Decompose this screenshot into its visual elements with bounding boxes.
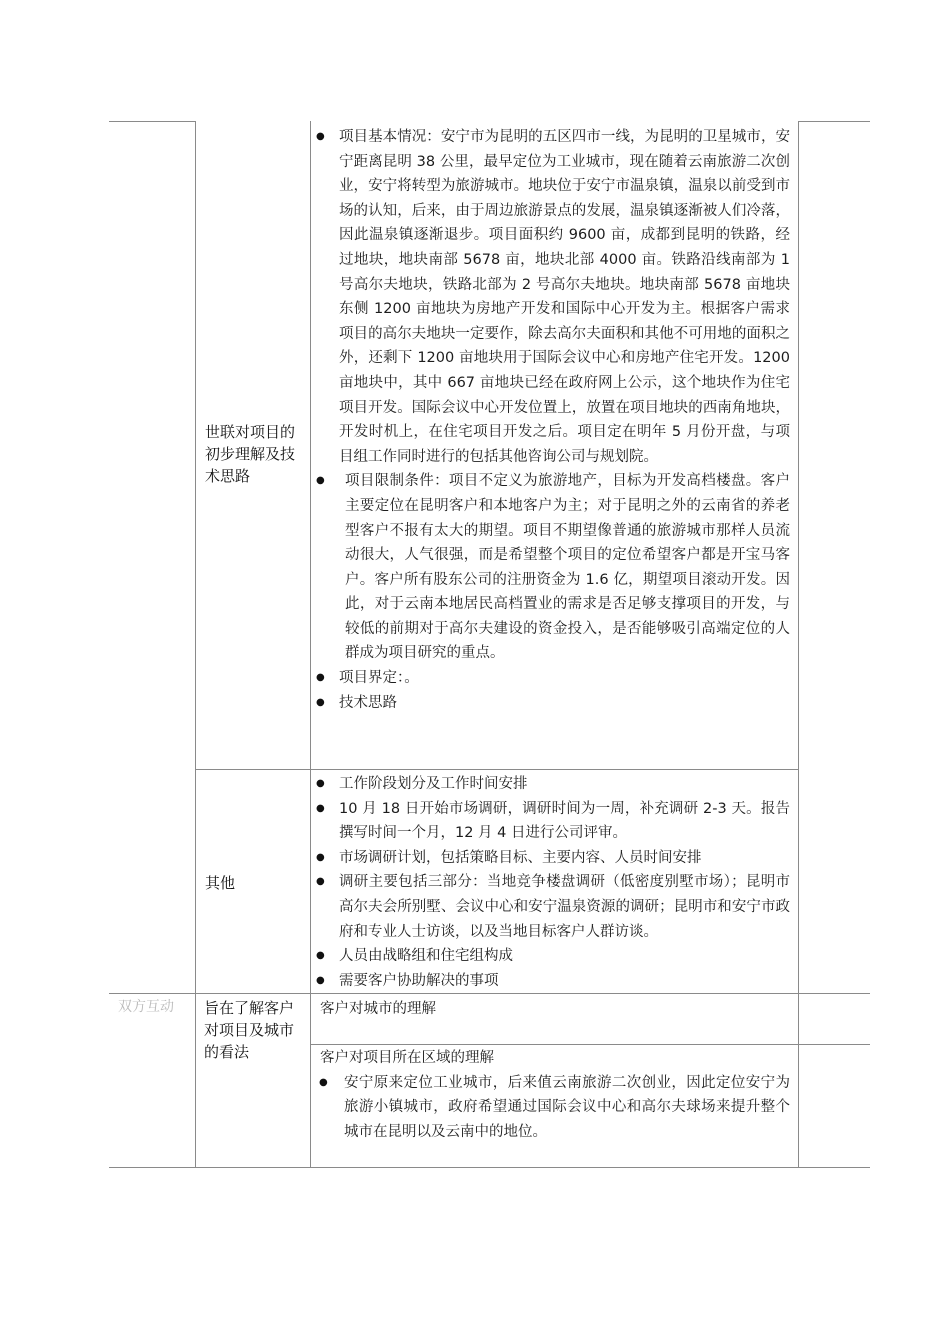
understanding-bullet-list <box>316 125 790 715</box>
list-item: ● 市场调研计划，包括策略目标、主要内容、人员时间安排 <box>316 846 790 871</box>
row-label-interaction: 旨在了解客户对项目及城市的看法 <box>204 999 295 1061</box>
list-item: ● 人员由战略组和住宅组构成 <box>316 944 790 969</box>
list-item: ● 项目界定：。 <box>316 666 790 691</box>
table-top-border-left <box>109 121 195 122</box>
list-item: ● 项目限制条件：项目不定义为旅游地产，目标为开发高档楼盘。客户主要定位在昆明客户和本地客户为主；对于昆明之外的云南省的养老型客户不报有太大的期望。项目不期望像普通的旅游城市那样人员流动很大，人气很强，而是希望整个项目的定位希望客户都是开宝马客户。客户所有股东公司的注册资金为 1.6 亿，期望项目滚动开发。因此，对于云南本地居民高档置业的需求是否足够支撑项目的开发，与较低的前期对于高尔夫建设的资金投入，是否能够吸引高端定位的人群成为项目研究的重点。 <box>316 469 790 666</box>
city-understanding-title: 客户对城市的理解 <box>320 1001 436 1017</box>
list-item: ● 需要客户协助解决的事项 <box>316 969 790 994</box>
list-item: ● 安宁原来定位工业城市，后来值云南旅游二次创业，因此定位安宁为旅游小镇城市，政府希望通过国际会议中心和高尔夫球场来提升整个城市在昆明以及云南中的地位。 <box>319 1071 790 1145</box>
other-bullet-list <box>316 772 790 993</box>
list-item: ● 工作阶段划分及工作时间安排 <box>316 772 790 797</box>
row-label-other: 其他 <box>205 874 236 892</box>
area-understanding-content <box>320 1046 790 1144</box>
row-divider-other <box>195 769 798 770</box>
area-bullet-list <box>319 1071 790 1145</box>
row-label-understanding: 世联对项目的初步理解及技术思路 <box>205 423 296 485</box>
list-item: ● 技术思路 <box>316 691 790 716</box>
other-content <box>316 772 790 993</box>
row-divider-city <box>310 1044 870 1045</box>
list-item: ● 调研主要包括三部分：当地竞争楼盘调研（低密度别墅市场）；昆明市高尔夫会所别墅、会议中心和安宁温泉资源的调研；昆明市和安宁市政府和专业人士访谈，以及当地目标客户人群访谈。 <box>316 870 790 944</box>
list-item: ● 10 月 18 日开始市场调研，调研时间为一周，补充调研 2-3 天。报告撰写时间一个月，12 月 4 日进行公司评审。 <box>316 797 790 846</box>
table-bottom-border <box>109 1167 870 1168</box>
understanding-content <box>316 125 790 715</box>
area-understanding-title: 客户对项目所在区域的理解 <box>320 1050 494 1066</box>
section-label-interaction: 双方互动 <box>118 999 174 1015</box>
table-top-border-right <box>798 121 870 122</box>
column-divider-2 <box>310 121 311 1168</box>
list-item: ● 项目基本情况：安宁市为昆明的五区四市一线，为昆明的卫星城市，安宁距离昆明 38 公里，最早定位为工业城市，现在随着云南旅游二次创业，安宁将转型为旅游城市。地块位于安宁市温泉镇，温泉以前受到市场的认知，后来，由于周边旅游景点的发展，温泉镇逐渐被人们冷落，因此温泉镇逐渐退步。项目面积约 9600 亩，成都到昆明的铁路，经过地块，地块南部 5678 亩，地块北部 4000 亩。铁路沿线南部为 1 号高尔夫地块，铁路北部为 2 号高尔夫地块。地块南部 5678 亩地块东侧 1200 亩地块为房地产开发和国际中心开发为主。根据客户需求项目的高尔夫地块一定要作，除去高尔夫面积和其他不可用地的面积之外，还剩下 1200 亩地块用于国际会议中心和房地产住宅开发。1200 亩地块中，其中 667 亩地块已经在政府网上公示，这个地块作为住宅项目开发。国际会议中心开发位置上，放置在项目地块的西南角地块，开发时机上，在住宅项目开发之后。项目定在明年 5 月份开盘，与项目组工作同时进行的包括其他咨询公司与规划院。 <box>316 125 790 469</box>
column-divider-3 <box>798 121 799 1168</box>
